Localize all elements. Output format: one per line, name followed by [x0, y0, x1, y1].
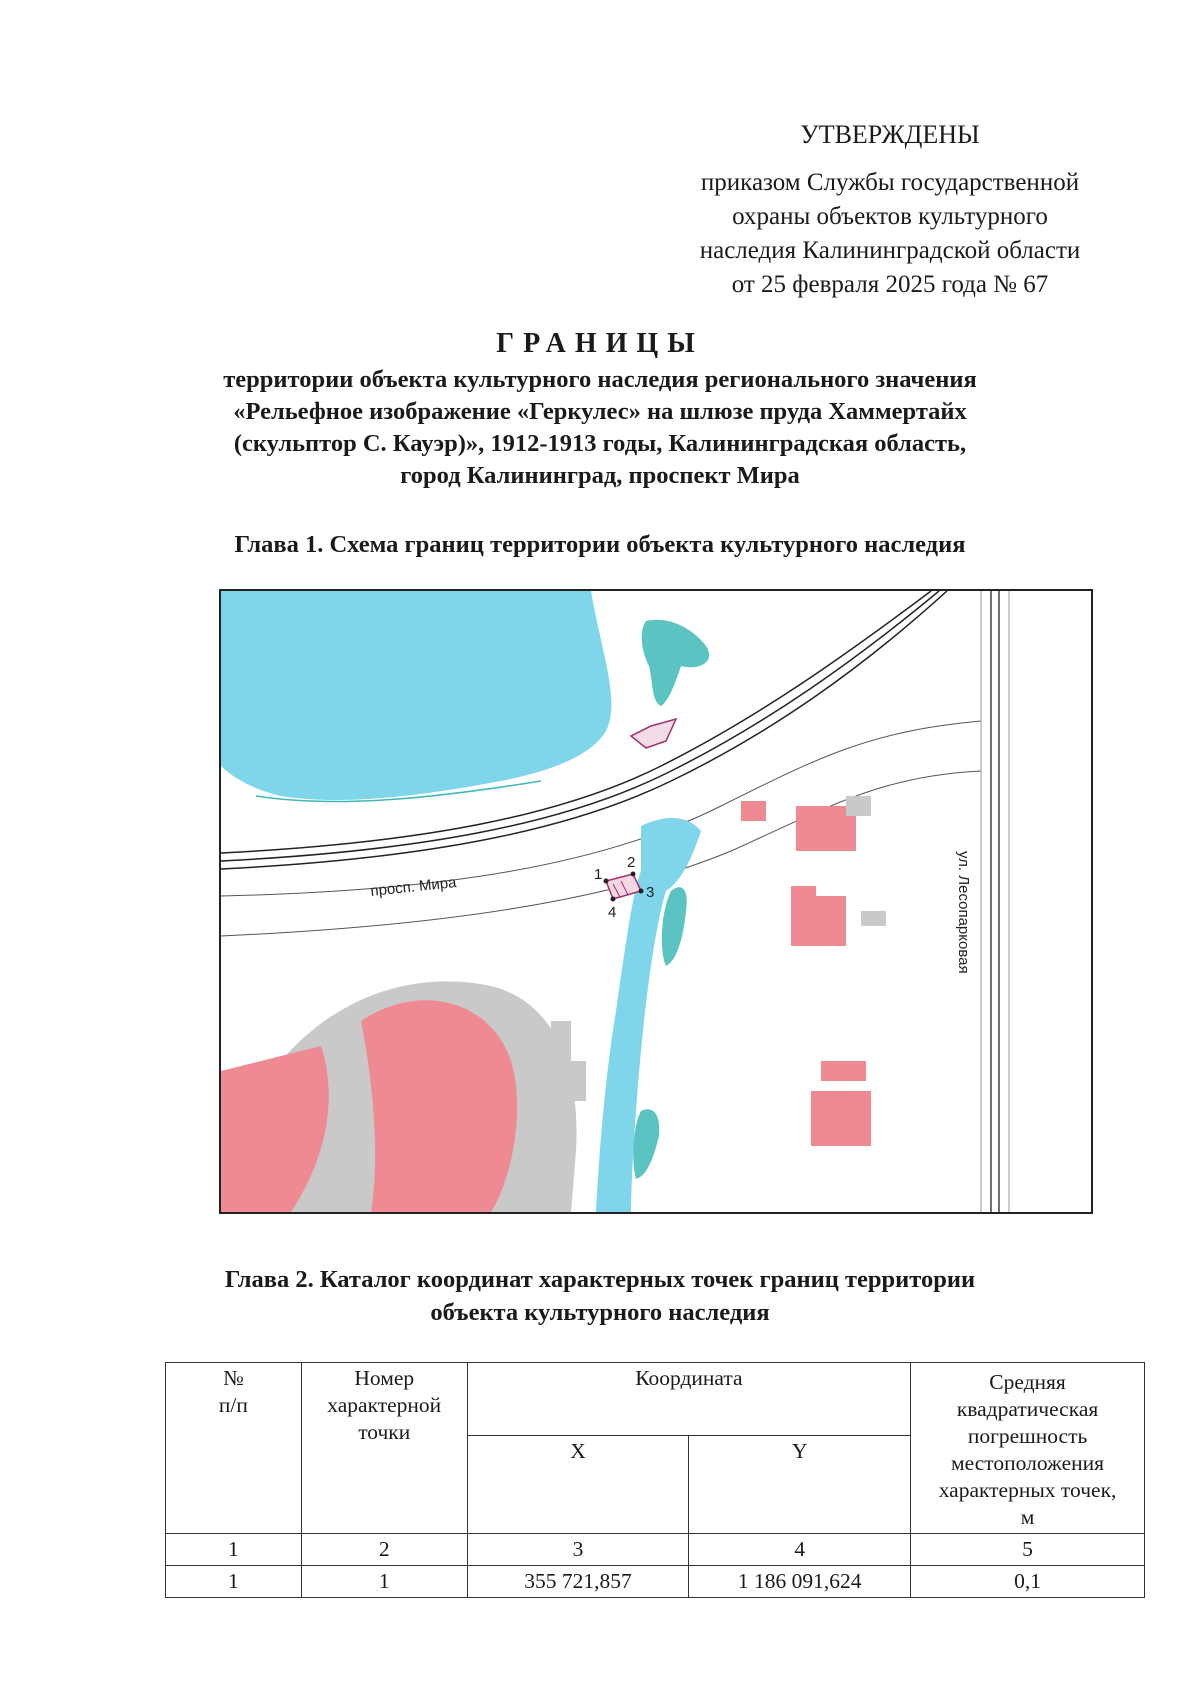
header-x: X [467, 1436, 689, 1534]
approval-line: наследия Калининградской области [699, 237, 1081, 264]
table-index-row: 1 2 3 4 5 [166, 1534, 1145, 1566]
header-num: № п/п [166, 1363, 302, 1534]
avenue-label: просп. Мира [369, 874, 458, 900]
street-label: ул. Лесопарковая [955, 851, 972, 974]
title-line: (скульптор С. Кауэр)», 1912-1913 годы, Калининградская область, [233, 430, 967, 457]
document-title [150, 328, 1050, 492]
approval-line: охраны объектов культурного [732, 203, 1048, 230]
point-label: 2 [627, 854, 636, 871]
point-label: 1 [594, 866, 603, 883]
table-header-row [166, 1363, 1145, 1436]
pond-small [662, 887, 687, 966]
header-coord: Координата [467, 1363, 910, 1436]
point-label: 4 [608, 904, 617, 921]
boundary-map [219, 589, 1093, 1214]
chapter-2-title [150, 1263, 1050, 1329]
approval-heading: УТВЕРЖДЕНЫ [800, 120, 980, 149]
title-main: ГРАНИЦЫ [496, 328, 704, 359]
title-line: территории объекта культурного наследия регионального значения [223, 366, 977, 393]
chapter-1-title: Глава 1. Схема границ территории объекта культурного наследия [234, 531, 966, 558]
pond [221, 591, 611, 800]
map-canvas [221, 591, 1091, 1212]
stadium-building [361, 1000, 517, 1212]
title-line: город Калининград, проспект Мира [400, 462, 800, 489]
table-row: 1 1 355 721,857 1 186 091,624 0,1 [166, 1566, 1145, 1598]
approval-line: приказом Службы государственной [700, 169, 1080, 196]
coordinates-table [165, 1362, 1145, 1598]
header-error: Средняя квадратическая погрешность местоположения характерных точек, м [911, 1363, 1145, 1534]
approval-line: от 25 февраля 2025 года № 67 [731, 271, 1049, 298]
chapter-2-line: Глава 2. Каталог координат характерных точек границ территории [224, 1266, 976, 1293]
chapter-2-line: объекта культурного наследия [430, 1299, 770, 1326]
island [642, 620, 709, 706]
shore-boundary [631, 719, 676, 748]
header-point: Номер характерной точки [301, 1363, 467, 1534]
approval-block [640, 118, 1140, 302]
title-line: «Рельефное изображение «Геркулес» на шлюзе пруда Хаммертайх [233, 398, 967, 425]
point-label: 3 [646, 884, 655, 901]
header-y: Y [689, 1436, 911, 1534]
